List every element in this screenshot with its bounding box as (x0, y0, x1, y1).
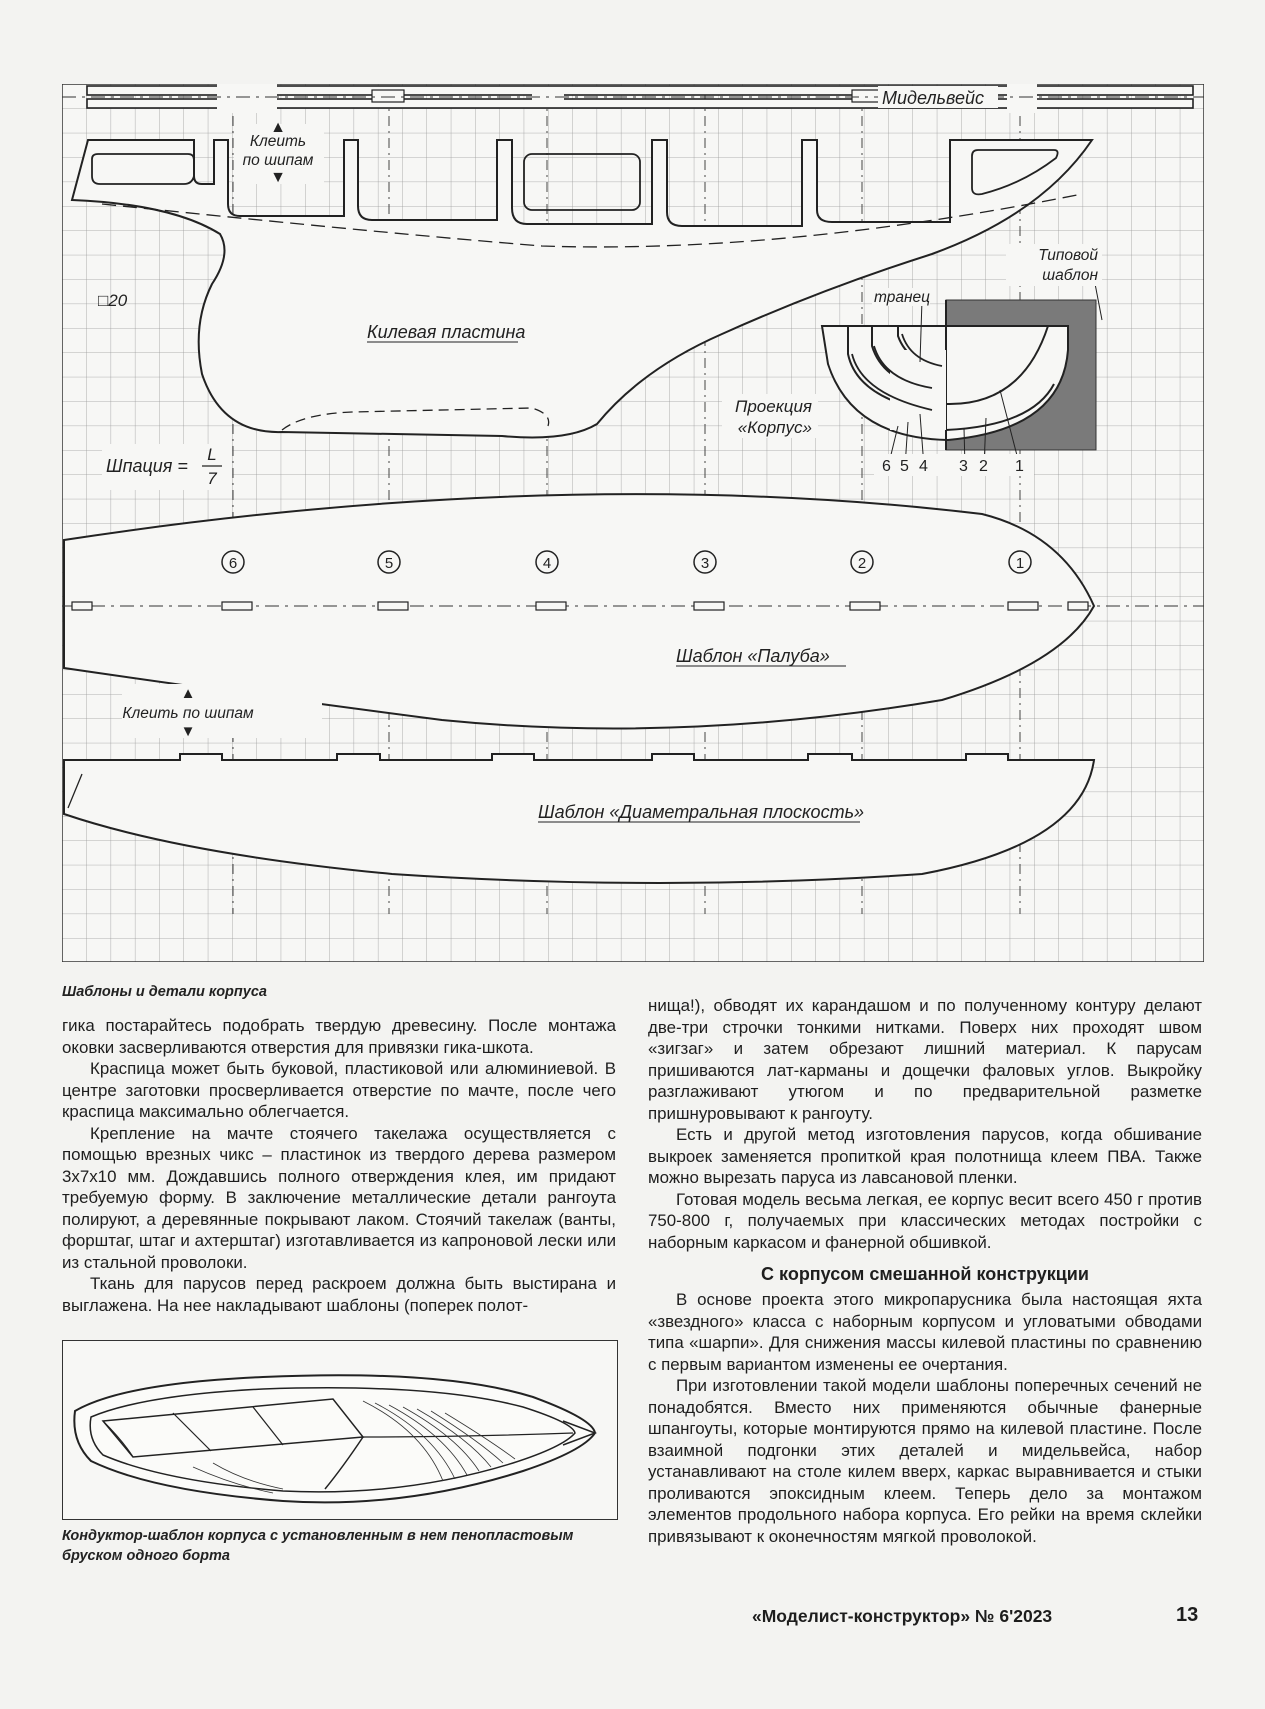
section-number-6: 6 (882, 458, 891, 475)
page-number: 13 (1176, 1604, 1199, 1626)
svg-text:▼: ▼ (180, 723, 196, 740)
figure-caption: Шаблоны и детали корпуса (62, 984, 267, 1000)
right-column (648, 995, 1202, 1547)
hull-templates-drawing (62, 84, 1204, 962)
magazine-name: «Моделист-конструктор» № 6'2023 (752, 1606, 1053, 1626)
paragraph: нища!), обводят их карандашом и по полученному контуру делают две-три строчки тонкими нитками. Поверх них проходят швом «зигзаг» и затем обрезают лишний материал. К парусам пришиваются лат-карманы и дощечки фаловых углов. Выкройку разглаживают утюгом и по предварительной разметке пришнуровывают к рангоуту. (648, 996, 1202, 1123)
paragraph: Ткань для парусов перед раскроем должна быть выстирана и выглажена. На нее накладывают шаблоны (поперек полот- (62, 1274, 616, 1315)
deck-template-label: Шаблон «Палуба» (676, 646, 830, 666)
boat-figure-caption: Кондуктор-шаблон корпуса с установленным в нем пенопластовым бруском одного борта (62, 1528, 574, 1564)
glue-label-bottom: Клеить по шипам (122, 705, 254, 722)
glue-label-top-1: Клеить (249, 133, 307, 150)
station-number-3: 3 (700, 555, 710, 572)
paragraph: Краспица может быть буковой, пластиковой или алюминиевой. В центре заготовки просверливается отверстие по мачте, после чего краспица максимально облегчается. (62, 1059, 616, 1121)
section-heading: С корпусом смешанной конструкции (761, 1264, 1089, 1284)
transom-label: транец (874, 289, 930, 306)
svg-text:▲: ▲ (270, 119, 286, 136)
section-number-3: 3 (959, 458, 968, 475)
projection-label-2: «Корпус» (737, 418, 812, 437)
section-number-4: 4 (919, 458, 928, 475)
station-number-4: 4 (542, 555, 552, 572)
section-number-1: 1 (1015, 458, 1024, 475)
square-size-label: □20 (98, 291, 128, 310)
svg-text:▲: ▲ (180, 685, 196, 702)
paragraph: Готовая модель весьма легкая, ее корпус весит всего 450 г против 750-800 г, получаемых при классических методах постройки с наборным каркасом и фанерной обшивкой. (648, 1189, 1202, 1252)
station-number-6: 6 (228, 555, 238, 572)
typical-template-label-2: шаблон (1042, 267, 1098, 284)
station-number-2: 2 (857, 555, 867, 572)
section-number-2: 2 (979, 458, 988, 475)
spacing-denominator: 7 (207, 469, 217, 488)
center-plane-template-label: Шаблон «Диаметральная плоскость» (538, 802, 865, 822)
midelveis-label: Мидельвейс (882, 88, 985, 108)
station-number-1: 1 (1015, 555, 1025, 572)
paragraph: В основе проекта этого микропарусника была настоящая яхта «звездного» класса с наборным корпусом и угловатыми обводами типа «шарпи». Для снижения массы килевой пластины по сравнению с первым вариантом изменены ее очертания. (648, 1290, 1202, 1374)
hull-jig-figure (62, 1340, 618, 1520)
paragraph: Есть и другой метод изготовления парусов, когда обшивание выкроек заменяется пропиткой края полотнища клеем ПВА. Также можно вырезать паруса из лавсановой пленки. (648, 1125, 1202, 1187)
svg-text:▼: ▼ (270, 169, 286, 186)
station-number-5: 5 (384, 555, 394, 572)
paragraph: При изготовлении такой модели шаблоны поперечных сечений не понадобятся. Вместо них применяются обычные фанерные шпангоуты, которые монтируются прямо на килевой пластине. После взаимной подгонки этих деталей и мидельвейса, набор устанавливают на столе килем вверх, каркас выравнивается и стыки проливаются эпоксидным клеем. Теперь дело за монтажом элементов продольного набора корпуса. Его рейки на время склейки привязывают к оконечностям мягкой проволокой. (648, 1376, 1202, 1546)
paragraph: Крепление на мачте стоячего такелажа осуществляется с помощью врезных чикс – пластинок из твердого дерева размером 3х7х10 мм. Дождавшись полного отверждения клея, им придают требуемую форму. В заключение металлические детали рангоута полируют, а деревянные покрывают лаком. Стоячий такелаж (ванты, форштаг, штаг и ахтерштаг) изготавливается из капроновой лески или из стальной проволоки. (62, 1123, 616, 1272)
projection-label-1: Проекция (735, 397, 812, 416)
glue-label-top-2: по шипам (242, 152, 314, 169)
keel-plate-label: Килевая пластина (367, 322, 526, 342)
section-number-5: 5 (900, 458, 909, 475)
left-column (62, 1015, 616, 1316)
typical-template-label-1: Типовой (1038, 247, 1098, 264)
paragraph: гика постарайтесь подобрать твердую древесину. После монтажа оковки засверливаются отверстия для привязки гика-шкота. (62, 1016, 616, 1057)
spacing-numerator: L (207, 445, 217, 464)
spacing-label: Шпация = (106, 456, 188, 476)
